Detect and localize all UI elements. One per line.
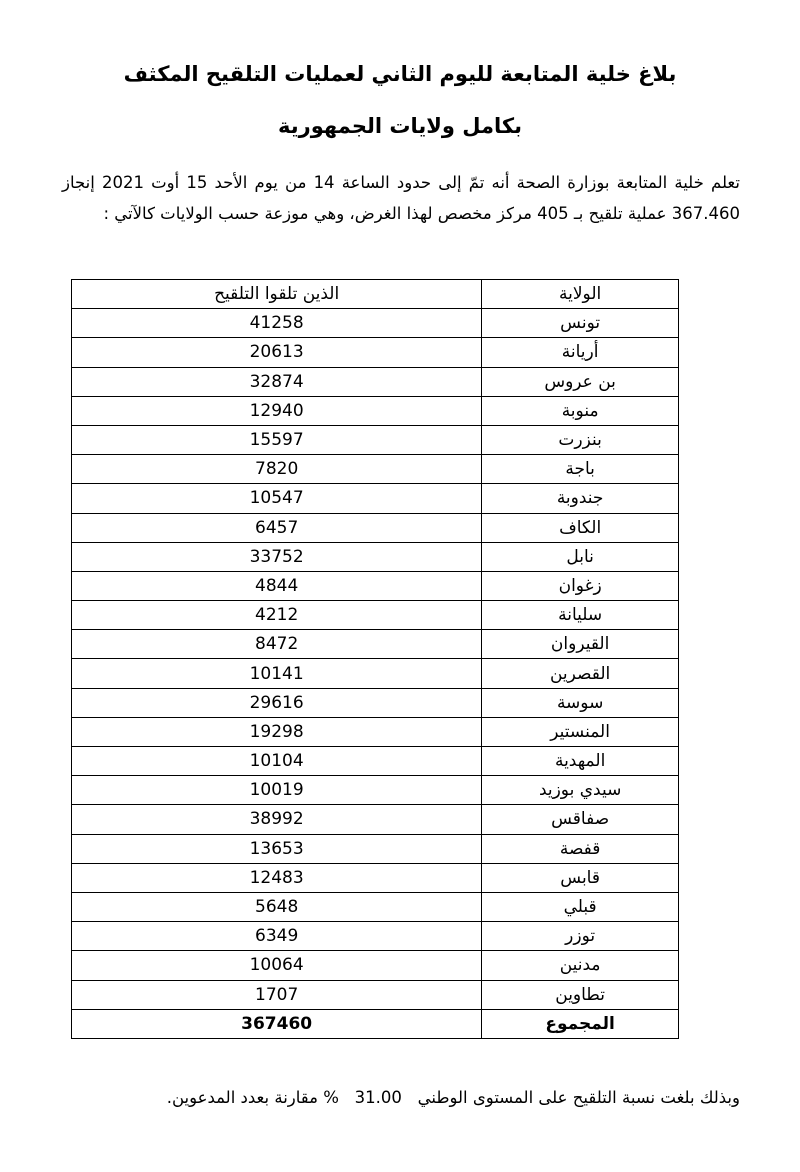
governorate-name: بنزرت <box>482 425 679 454</box>
table-row <box>72 484 679 513</box>
vaccinated-count: 29616 <box>72 688 482 717</box>
table-row <box>72 571 679 600</box>
table-row <box>72 601 679 630</box>
table-row <box>72 892 679 921</box>
document-title: بلاغ خلية المتابعة لليوم الثاني لعمليات التلقيح المكثف <box>123 62 677 86</box>
table-row <box>72 834 679 863</box>
vaccinated-count: 12483 <box>72 863 482 892</box>
table-row <box>72 776 679 805</box>
table-row <box>72 805 679 834</box>
vaccinated-count: 15597 <box>72 425 482 454</box>
header-vaccinated: الذين تلقوا التلقيح <box>72 280 482 309</box>
table-row <box>72 688 679 717</box>
governorate-name: بن عروس <box>482 367 679 396</box>
table-header-row <box>72 280 679 309</box>
governorate-name: قابس <box>482 863 679 892</box>
header-governorate: الولاية <box>482 280 679 309</box>
closing-text-before: وبذلك بلغت نسبة التلقيح على المستوى الوطني <box>417 1088 740 1107</box>
governorate-name: القيروان <box>482 630 679 659</box>
vaccinated-count: 10104 <box>72 747 482 776</box>
governorate-name: جندوبة <box>482 484 679 513</box>
vaccinated-count: 41258 <box>72 309 482 338</box>
vaccinated-count: 7820 <box>72 455 482 484</box>
vaccinated-count: 8472 <box>72 630 482 659</box>
table-row <box>72 922 679 951</box>
governorate-name: الكاف <box>482 513 679 542</box>
table-row <box>72 542 679 571</box>
closing-text-after: % مقارنة بعدد المدعوين. <box>166 1088 339 1107</box>
governorate-name: سوسة <box>482 688 679 717</box>
governorate-name: منوبة <box>482 396 679 425</box>
governorate-name: نابل <box>482 542 679 571</box>
table-row <box>72 513 679 542</box>
table-row <box>72 659 679 688</box>
table-row <box>72 980 679 1009</box>
total-vaccinated: 367460 <box>72 1009 482 1038</box>
table-row <box>72 425 679 454</box>
table-row <box>72 309 679 338</box>
table-row <box>72 396 679 425</box>
vaccinated-count: 38992 <box>72 805 482 834</box>
governorate-name: سليانة <box>482 601 679 630</box>
table-row <box>72 455 679 484</box>
table-row <box>72 338 679 367</box>
vaccinated-count: 20613 <box>72 338 482 367</box>
governorate-name: تونس <box>482 309 679 338</box>
vaccinated-count: 10141 <box>72 659 482 688</box>
vaccinated-count: 4844 <box>72 571 482 600</box>
table-row <box>72 367 679 396</box>
table-row <box>72 717 679 746</box>
vaccinated-count: 32874 <box>72 367 482 396</box>
governorate-name: مدنين <box>482 951 679 980</box>
governorate-name: صفاقس <box>482 805 679 834</box>
document-subtitle: بكامل ولايات الجمهورية <box>278 114 522 138</box>
vaccinated-count: 6349 <box>72 922 482 951</box>
vaccinated-count: 33752 <box>72 542 482 571</box>
national-rate-value: 31.00 <box>354 1088 402 1107</box>
governorate-name: المنستير <box>482 717 679 746</box>
governorate-name: تطاوين <box>482 980 679 1009</box>
total-label: المجموع <box>482 1009 679 1038</box>
governorate-name: القصرين <box>482 659 679 688</box>
vaccinated-count: 6457 <box>72 513 482 542</box>
intro-paragraph: تعلم خلية المتابعة بوزارة الصحة أنه تمّ إلى حدود الساعة 14 من يوم الأحد 15 أوت 2021 إنجاز 367.460 عملية تلقيح بـ 405 مركز مخصص لهذا الغرض، وهي موزعة حسب الولايات كالآتي : <box>62 173 740 223</box>
vaccinated-count: 5648 <box>72 892 482 921</box>
vaccinated-count: 12940 <box>72 396 482 425</box>
governorate-name: قفصة <box>482 834 679 863</box>
table-row <box>72 630 679 659</box>
table-total-row <box>72 1009 679 1038</box>
vaccinated-count: 10019 <box>72 776 482 805</box>
governorate-name: أريانة <box>482 338 679 367</box>
governorate-name: سيدي بوزيد <box>482 776 679 805</box>
table-row <box>72 747 679 776</box>
governorate-name: توزر <box>482 922 679 951</box>
closing-sentence <box>100 1086 740 1110</box>
table-row <box>72 863 679 892</box>
table-row <box>72 951 679 980</box>
governorate-name: زغوان <box>482 571 679 600</box>
vaccinated-count: 1707 <box>72 980 482 1009</box>
governorate-name: المهدية <box>482 747 679 776</box>
governorate-name: قبلي <box>482 892 679 921</box>
vaccinated-count: 13653 <box>72 834 482 863</box>
vaccination-table <box>71 279 679 1039</box>
vaccinated-count: 19298 <box>72 717 482 746</box>
governorate-name: باجة <box>482 455 679 484</box>
vaccinated-count: 10547 <box>72 484 482 513</box>
vaccinated-count: 4212 <box>72 601 482 630</box>
vaccinated-count: 10064 <box>72 951 482 980</box>
